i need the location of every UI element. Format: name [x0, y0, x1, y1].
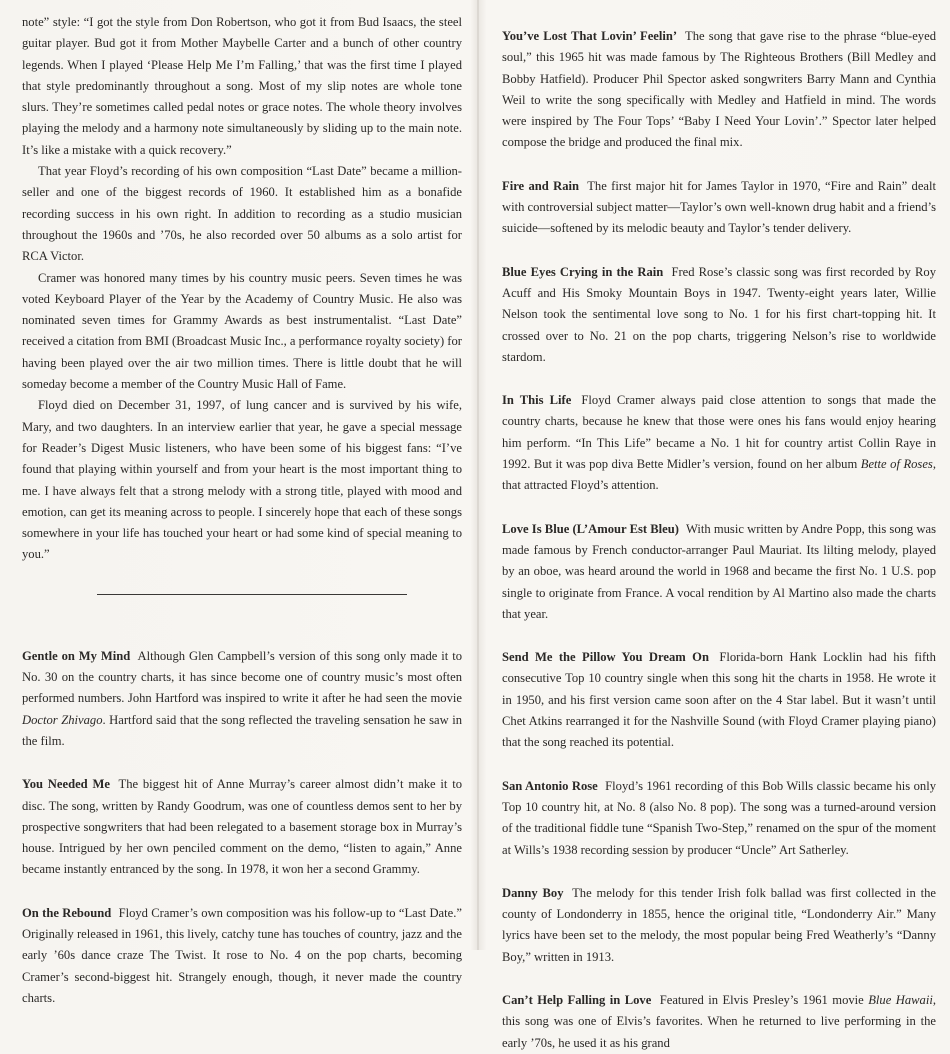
song-entry — [502, 262, 936, 368]
song-entry — [502, 647, 936, 753]
song-description: Although Glen Campbell’s version of this song only made it to No. 30 on the country charts, it has since become one of country music’s most often performed numbers. John Hartford was inspired to write it after he had seen the movie — [22, 648, 462, 706]
intro-paragraph: Floyd died on December 31, 1997, of lung cancer and is survived by his wife, Mary, and two daughters. In an interview earlier that year, he gave a special message for Reader’s Digest Music listeners, who have been some of his biggest fans: “I’ve found that playing within yourself and from your heart is the most important thing to me. I have always felt that a strong melody with a strong title, played with mood and emotion, can get its meaning across to people. I sincerely hope that each of these songs somewhere in your life has touched your heart or had some kind of special meaning to you.” — [22, 398, 462, 562]
song-entry — [502, 390, 936, 496]
song-entry — [22, 774, 462, 880]
song-description: The song that gave rise to the phrase “blue-eyed soul,” this 1965 hit was made famous by The Righteous Brothers (Bill Medley and Bobby Hatfield). Producer Phil Spector asked songwriters Barry Mann and Cynthia Weil to write the song specifically with Medley and Hatfield in mind. The words were inspired by The Four Tops’ “Baby I Need Your Lovin’.” Spector later helped compose the bridge and produced the final mix. — [502, 29, 936, 150]
film-title: Doctor Zhivago — [22, 712, 103, 727]
right-column — [502, 12, 936, 1054]
song-title: Blue Eyes Crying in the Rain — [502, 264, 664, 279]
song-title: Send Me the Pillow You Dream On — [502, 650, 709, 665]
song-entry — [502, 883, 936, 968]
song-description: With music written by Andre Popp, this song was made famous by French conductor-arranger Paul Mauriat. Its lilting melody, played by an oboe, was heard around the world in 1968 and became the first No. 1 U.S. pop single to originate from France. A vocal rendition by Al Martino also made the charts that year. — [502, 521, 937, 621]
song-title: You Needed Me — [22, 777, 110, 792]
intro-paragraph: That year Floyd’s recording of his own composition “Last Date” became a million-seller and one of the biggest records of 1960. It established him as a bonafide recording success in his own right. In addition to recording as a studio musician throughout the 1960s and ’70s, he also recorded over 50 albums as a solo artist for RCA Victor. — [22, 164, 462, 264]
song-description: The biggest hit of Anne Murray’s career almost didn’t make it to disc. The song, written by Randy Goodrum, was one of countless demos sent to her by prospective songwriters that had been relegated to a basement storage box in Murray’s house. Intrigued by her own penciled comment on the demo, “listen to again,” Anne became instantly entranced by the song. In 1978, it won her a second Grammy. — [22, 777, 462, 877]
song-title: You’ve Lost That Lovin’ Feelin’ — [502, 29, 678, 43]
song-description-end: , that attracted Floyd’s attention. — [502, 457, 936, 493]
album-title: Bette of Roses — [860, 457, 933, 472]
song-entry — [22, 646, 462, 752]
song-description: Floyd’s 1961 recording of this Bob Wills classic became his only Top 10 country hit, at No. 8 (also No. 8 pop). The song was a turned-around version of the traditional fiddle tune “Spanish Two-Step,” renamed on the spur of the moment at Wills’s 1938 recording session by producer “Uncle” Art Satherley. — [502, 778, 936, 857]
song-title: Gentle on My Mind — [22, 648, 131, 663]
song-description: Florida-born Hank Locklin had his fifth consecutive Top 10 country single when this song hit the charts in 1958. He wrote it in 1950, and his first version came soon after on the 4 Star label. But it wasn’t until Chet Atkins rearranged it for the Nashville Sound (with Floyd Cramer playing piano) that the song reached its potential. — [502, 650, 936, 750]
song-entry — [502, 176, 936, 240]
song-title: On the Rebound — [22, 905, 112, 920]
intro-paragraph: note” style: “I got the style from Don Robertson, who got it from Bud Isaacs, the steel guitar player. Bud got it from Mother Maybelle Carter and a bunch of other country legends. When I played ‘Please Help Me I’m Falling,’ that was the first time I played that style predominantly throughout a song. Most of my slip notes are whole tone slurs. They’re sometimes called pedal notes or grace notes. The whole theory involves playing the melody and a harmony note simultaneously by sliding up to the main note. It’s like a mistake with a quick recovery.” — [22, 15, 462, 157]
song-description: Floyd Cramer’s own composition was his follow-up to “Last Date.” Originally released in 1961, this lively, catchy tune has touches of country, jazz and the early ’60s dance craze The Twist. It rose to No. 4 on the pop charts, becoming Cramer’s second-biggest hit. Strangely enough, though, it never made the country charts. — [22, 905, 462, 1005]
song-title: Love Is Blue (L’Amour Est Bleu) — [502, 521, 679, 536]
song-title: Fire and Rain — [502, 178, 580, 193]
song-title: Danny Boy — [502, 885, 564, 900]
song-description: The first major hit for James Taylor in 1970, “Fire and Rain” dealt with controversial subject matter—Taylor’s own well-known drug habit and a friend’s suicide—softened by its melodic beauty and Taylor’s tender delivery. — [502, 178, 937, 236]
song-entry — [22, 903, 462, 1009]
page-fold — [477, 0, 479, 950]
song-description: The melody for this tender Irish folk ballad was first collected in the county of Londonderry in 1855, hence the original title, “Londonderry Air.” Many lyrics have been set to the melody, the most popular being Fred Weatherly’s “Danny Boy,” written in 1913. — [502, 885, 936, 964]
song-description: Floyd Cramer always paid close attention to songs that made the country charts, because he knew that those were ones his fans would enjoy hearing him perform. “In This Life” became a No. 1 hit for country artist Collin Raye in 1992. But it was pop diva Bette Midler’s version, found on her album — [502, 393, 936, 472]
song-description: Fred Rose’s classic song was first recorded by Roy Acuff and His Smoky Mountain Boys in 1947. Twenty-eight years later, Willie Nelson took the sentimental love song to No. 1 for his first chart-topping hit. It crossed over to No. 21 on the pop charts, triggering Nelson’s rise to worldwide stardom. — [502, 264, 937, 364]
song-title: San Antonio Rose — [502, 778, 598, 793]
song-entry — [502, 519, 936, 625]
film-title: Blue Hawaii — [868, 992, 933, 1007]
section-divider — [97, 594, 407, 595]
song-description: Featured in Elvis Presley’s 1961 movie — [659, 992, 864, 1007]
song-entry — [502, 26, 936, 154]
left-column — [22, 12, 462, 1009]
song-description-end: . Hartford said that the song reflected the traveling sensation he saw in the film. — [22, 712, 463, 748]
song-description-end: , this song was one of Elvis’s favorites. When he returned to live performing in the early ’70s, he used it as his grand — [502, 992, 936, 1050]
song-title: In This Life — [502, 393, 572, 408]
song-entry — [502, 990, 936, 1054]
song-title: Can’t Help Falling in Love — [502, 992, 652, 1007]
intro-paragraph: Cramer was honored many times by his country music peers. Seven times he was voted Keyboard Player of the Year by the Academy of Country Music. He also was nominated seven times for Grammy Awards as best instrumentalist. “Last Date” received a citation from BMI (Broadcast Music Inc., a performance royalty society) for having been played over the air two million times. There is little doubt that he will someday become a member of the Country Music Hall of Fame. — [22, 270, 462, 392]
song-entry — [502, 776, 936, 861]
